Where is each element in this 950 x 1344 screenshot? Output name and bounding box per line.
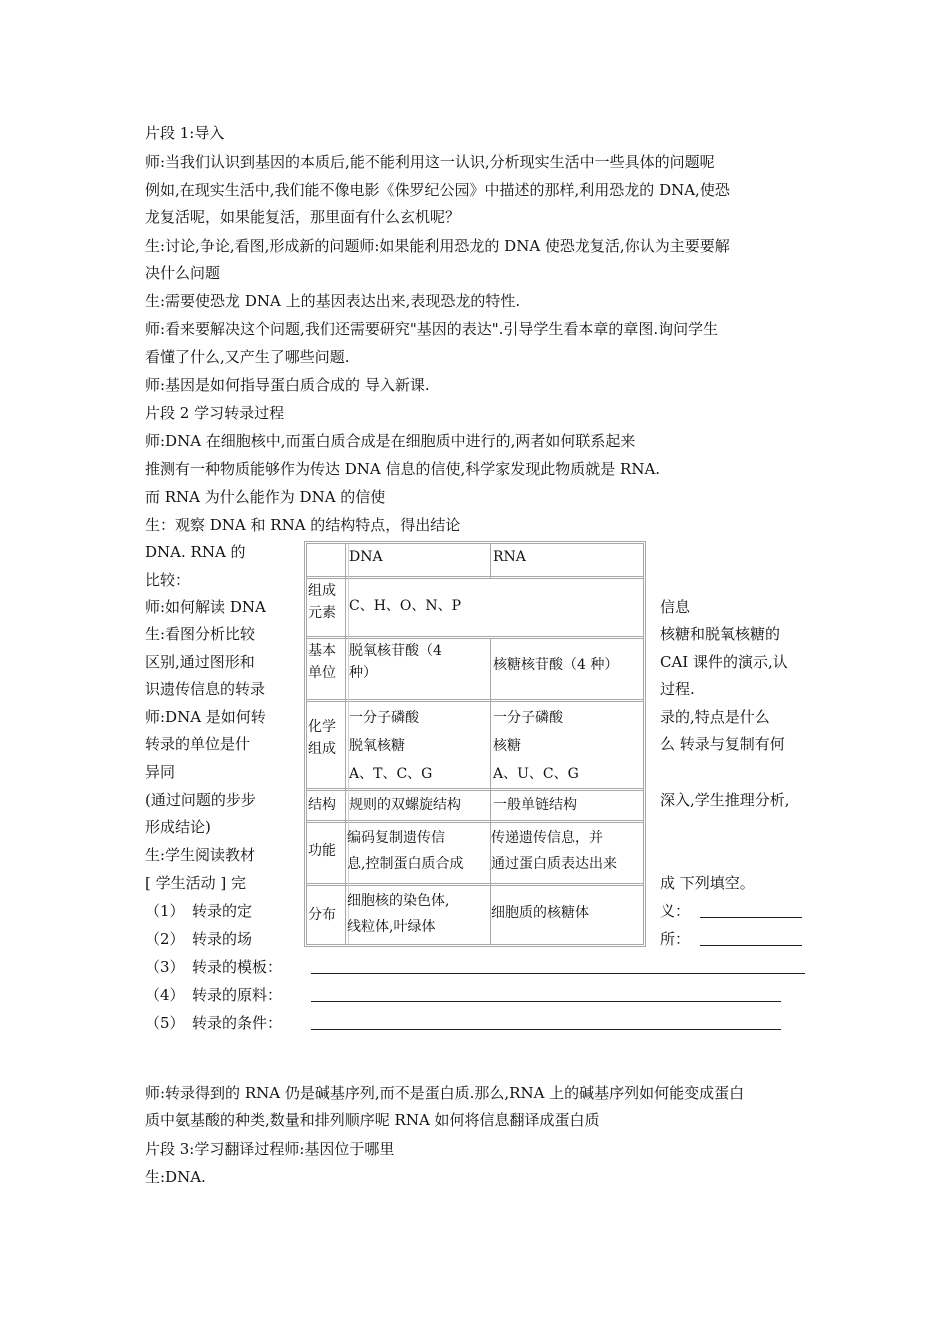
blank-line-materials[interactable]	[311, 1001, 781, 1002]
left-col-line: 识遗传信息的转录	[145, 680, 266, 698]
right-col-line: 么 转录与复制有何	[660, 735, 785, 753]
table-cell: 一般单链结构	[493, 797, 577, 813]
right-col-line: 所：	[660, 930, 691, 948]
left-col-line: 生:学生阅读教材	[145, 846, 256, 864]
table-cell: 传递遗传信息，并 通过蛋白质表达出来	[491, 830, 617, 872]
text-line: 师:看来要解决这个问题,我们还需要研究"基因的表达".引导学生看本章的章图.询问学生	[145, 320, 719, 338]
text-line: 生:讨论,争论,看图,形成新的问题师:如果能利用恐龙的 DNA 使恐龙复活,你认为主要要解	[145, 237, 730, 255]
text-line: 师:当我们认识到基因的本质后,能不能利用这一认识,分析现实生活中一些具体的问题呢	[145, 153, 715, 171]
table-cell: 细胞核的染色体, 线粒体,叶绿体	[347, 893, 450, 935]
text-line: 龙复活呢，如果能复活，那里面有什么玄机呢？	[145, 208, 461, 226]
table-cell: 核糖核苷酸（4 种）	[493, 657, 619, 673]
right-col-line: 义：	[660, 902, 691, 920]
text-line: 推测有一种物质能够作为传达 DNA 信息的信使,科学家发现此物质就是 RNA.	[145, 460, 661, 478]
blank-line-conditions[interactable]	[311, 1029, 781, 1030]
table-cell: 细胞质的核糖体	[491, 905, 589, 921]
text-line: 质中氨基酸的种类,数量和排列顺序呢 RNA 如何将信息翻译成蛋白质	[145, 1111, 600, 1129]
table-cell: 脱氧核苷酸（4 种）	[349, 643, 442, 681]
blank-line-site[interactable]	[700, 945, 802, 946]
left-col-line: 师:DNA 是如何转	[145, 708, 266, 726]
section-2-title: 片段 2 学习转录过程	[145, 404, 285, 422]
dna-rna-comparison-table	[304, 541, 646, 947]
left-col-line: 异同	[145, 763, 176, 781]
right-col-line: 深入,学生推理分析,	[660, 791, 790, 809]
left-col-line: 形成结论)	[145, 818, 211, 836]
blank-line-definition[interactable]	[700, 917, 802, 918]
text-line: 师:转录得到的 RNA 仍是碱基序列,而不是蛋白质.那么,RNA 上的碱基序列如何能变成蛋白	[145, 1084, 745, 1102]
table-header-dna: DNA	[349, 549, 383, 565]
table-cell: 规则的双螺旋结构	[349, 797, 461, 813]
right-col-line: 核糖和脱氧核糖的	[660, 625, 781, 643]
right-col-line: 信息	[660, 598, 691, 616]
left-col-line: 比较：	[145, 571, 191, 589]
right-col-line: CAI 课件的演示,认	[660, 653, 788, 671]
fill-item-template: （3） 转录的模板：	[145, 958, 283, 976]
left-col-line: [ 学生活动 ] 完	[145, 874, 247, 892]
text-line: 而 RNA 为什么能作为 DNA 的信使	[145, 488, 386, 506]
table-row-label: 结构	[308, 797, 336, 813]
table-row-label: 化学 组成	[308, 719, 336, 757]
fill-item-conditions: （5） 转录的条件：	[145, 1014, 283, 1032]
left-col-line: 师:如何解读 DNA	[145, 598, 266, 616]
left-col-line: (通过问题的步步	[145, 791, 256, 809]
fill-item-materials: （4） 转录的原料：	[145, 986, 283, 1004]
table-row-label: 基本 单位	[308, 643, 336, 681]
text-line: 生:DNA.	[145, 1168, 206, 1186]
table-cell: 一分子磷酸 脱氧核糖 A、T、C、G	[349, 710, 433, 782]
blank-line-template[interactable]	[311, 973, 805, 974]
text-line: 看懂了什么,又产生了哪些问题.	[145, 348, 350, 366]
table-row-label: 分布	[308, 907, 336, 923]
text-line: 例如,在现实生活中,我们能不像电影《侏罗纪公园》中描述的那样,利用恐龙的 DNA,使恐	[145, 181, 730, 199]
left-col-line: 转录的单位是什	[145, 735, 251, 753]
text-line: 决什么问题	[145, 264, 221, 282]
text-line: 师:基因是如何指导蛋白质合成的 导入新课.	[145, 376, 430, 394]
left-col-line: （2） 转录的场	[145, 930, 253, 948]
text-line: 生：观察 DNA 和 RNA 的结构特点，得出结论	[145, 516, 461, 534]
section-3-title: 片段 3:学习翻译过程师:基因位于哪里	[145, 1140, 395, 1158]
right-col-line: 成 下列填空。	[660, 874, 755, 892]
text-line: 师:DNA 在细胞核中,而蛋白质合成是在细胞质中进行的,两者如何联系起来	[145, 432, 636, 450]
table-cell: C、H、O、N、P	[349, 598, 462, 614]
right-col-line: 过程.	[660, 680, 695, 698]
left-col-line: （1） 转录的定	[145, 902, 253, 920]
left-col-line: 生:看图分析比较	[145, 625, 256, 643]
left-col-line: 区别,通过图形和	[145, 653, 255, 671]
table-cell: 一分子磷酸 核糖 A、U、C、G	[493, 710, 579, 782]
table-row-label: 功能	[308, 843, 336, 859]
text-line: 生:需要使恐龙 DNA 上的基因表达出来,表现恐龙的特性.	[145, 292, 521, 310]
table-header-rna: RNA	[493, 549, 526, 565]
table-cell: 编码复制遗传信 息,控制蛋白质合成	[347, 830, 464, 872]
right-col-line: 录的,特点是什么	[660, 708, 770, 726]
table-row-label: 组成 元素	[308, 583, 336, 621]
section-1-title: 片段 1:导入	[145, 124, 225, 142]
left-col-line: DNA. RNA 的	[145, 543, 246, 561]
